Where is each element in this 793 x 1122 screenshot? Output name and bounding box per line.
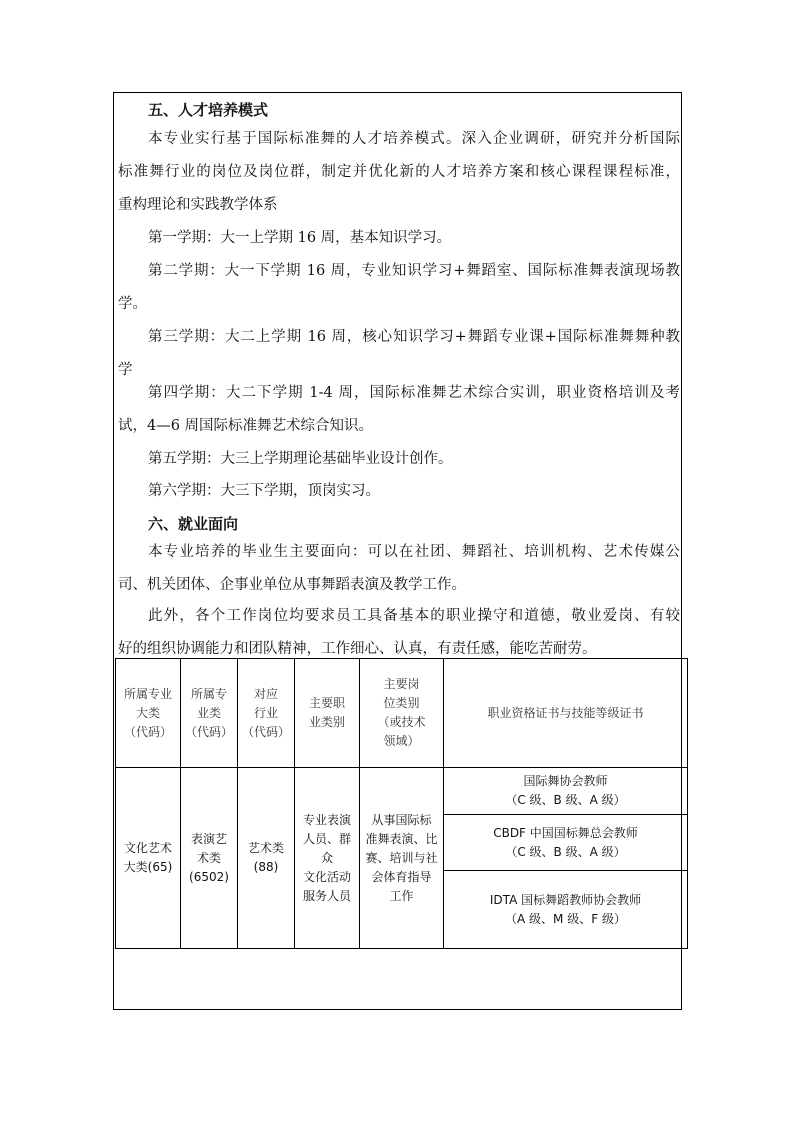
text-line: 本专业实行基于国际标准舞的人才培养模式。深入企业调研，研究并分析国际 [148,131,680,147]
cell-industry: 艺术类 (88) [238,768,295,949]
cell-occupation: 专业表演 人员、群众 文化活动 服务人员 [295,768,360,949]
text-line: 学 [118,362,133,378]
text-line: 第三学期：大二上学期 16 周，核心知识学习+舞蹈专业课+国际标准舞舞种教 [148,329,680,345]
text-line: 标准舞行业的岗位及岗位群，制定并优化新的人才培养方案和核心课程课程标准， [118,164,680,180]
text-line: 重构理论和实践教学体系 [118,197,278,213]
cell-certificate: 国际舞协会教师 （C 级、B 级、A 级） [444,768,688,815]
employment-table [115,658,688,949]
text-line: 学。 [118,296,147,312]
text-line: 此外，各个工作岗位均要求员工具备基本的职业操守和道德，敬业爱岗、有较 [148,608,680,624]
header-position: 主要岗 位类别 （或技术 领域） [360,659,444,768]
text-line: 第二学期：大一下学期 16 周，专业知识学习+舞蹈室、国际标准舞表演现场教 [148,263,680,279]
cell-major-category: 文化艺术 大类(65) [116,768,181,949]
header-major-class: 所属专 业类 （代码） [181,659,238,768]
semester-2 [118,255,680,321]
text-line: 试，4—6 周国际标准舞艺术综合知识。 [118,418,374,434]
header-industry: 对应 行业 （代码） [238,659,295,768]
section5-intro [118,123,680,222]
cell-position: 从事国际标 准舞表演、比 赛、培训与社 会体育指导 工作 [360,768,444,949]
cell-certificate: IDTA 国标舞蹈教师协会教师 （A 级、M 级、F 级） [444,871,688,949]
text-line: 好的组织协调能力和团队精神，工作细心、认真，有责任感，能吃苦耐劳。 [118,641,597,657]
text-line: 第四学期：大二下学期 1-4 周，国际标准舞艺术综合实训，职业资格培训及考 [148,385,680,401]
header-occupation: 主要职 业类别 [295,659,360,768]
semester-1 [118,222,680,255]
header-certificates: 职业资格证书与技能等级证书 [444,659,688,768]
section6-para-1 [118,536,680,602]
text-line: 第六学期：大三下学期，顶岗实习。 [148,483,380,499]
text-line: 第五学期：大三上学期理论基础毕业设计创作。 [148,451,453,467]
table-header-row [116,659,688,768]
cell-major-class: 表演艺 术类 (6502) [181,768,238,949]
section6-heading: 六、就业面向 [148,515,239,533]
table-row [116,768,688,815]
semester-4 [118,377,680,443]
text-line: 第一学期：大一上学期 16 周，基本知识学习。 [148,230,452,246]
semester-6 [118,475,680,508]
header-major-category: 所属专业 大类 （代码） [116,659,181,768]
section6-para-2 [118,600,680,666]
text-line: 本专业培养的毕业生主要面向：可以在社团、舞蹈社、培训机构、艺术传媒公 [148,544,680,560]
section5-heading: 五、人才培养模式 [148,101,269,119]
semester-5 [118,443,680,476]
cell-certificate: CBDF 中国国标舞总会教师 （C 级、B 级、A 级） [444,815,688,871]
text-line: 司、机关团体、企事业单位从事舞蹈表演及教学工作。 [118,577,466,593]
